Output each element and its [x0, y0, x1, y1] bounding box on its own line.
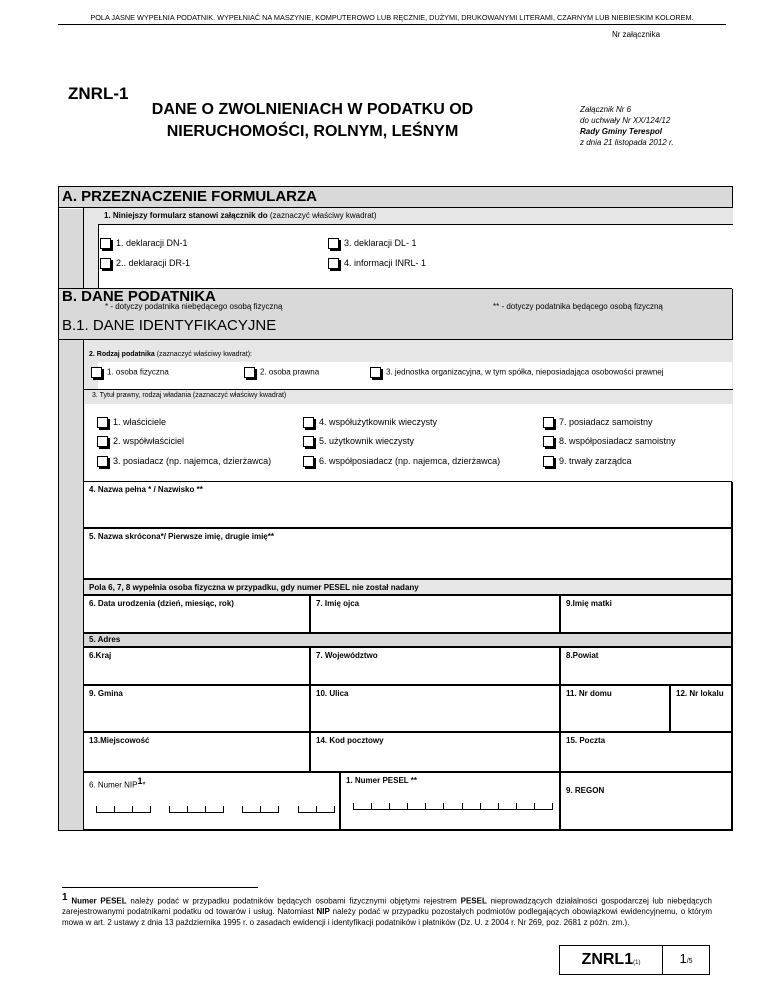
header-rule — [58, 24, 726, 25]
street-label: 10. Ulica — [316, 689, 349, 698]
nip-digit-group-3[interactable] — [242, 806, 279, 813]
footnote — [62, 893, 712, 928]
checkbox-icon[interactable] — [100, 258, 111, 269]
option-dr1[interactable] — [100, 258, 190, 269]
title-holder[interactable] — [97, 456, 271, 467]
form-title-line2: NIERUCHOMOŚCI, ROLNYM, LEŚNYM — [166, 123, 459, 140]
q2-label: 2. Rodzaj podatnika — [89, 351, 155, 358]
street-field[interactable] — [310, 685, 560, 732]
city-field[interactable] — [83, 732, 310, 772]
short-name-field[interactable] — [83, 528, 732, 579]
checkbox-icon[interactable] — [244, 367, 255, 378]
birth-date-field[interactable] — [83, 595, 310, 633]
regon-label: 9. REGON — [566, 786, 605, 795]
footer-code: ZNRL1 — [581, 951, 634, 968]
commune-label: 9. Gmina — [89, 689, 123, 698]
pesel-note-text: Pola 6, 7, 8 wypełnia osoba fizyczna w przypadku, gdy numer PESEL nie został nadany — [89, 583, 419, 592]
annex-info — [580, 104, 674, 148]
note-non-natural: * - dotyczy podatnika niebędącego osobą fizyczną — [105, 302, 283, 311]
nip-field[interactable] — [83, 772, 340, 830]
q2-hint: (zaznaczyć właściwy kwadrat): — [156, 351, 252, 358]
taxpayer-type-unit[interactable] — [370, 367, 664, 378]
footer-code-sub: (1) — [633, 960, 641, 966]
checkbox-icon[interactable] — [97, 436, 108, 447]
title-administrator[interactable] — [543, 456, 632, 467]
checkbox-icon[interactable] — [303, 417, 314, 428]
checkbox-icon[interactable] — [303, 456, 314, 467]
checkbox-icon[interactable] — [328, 258, 339, 269]
voivodeship-label: 7. Województwo — [316, 651, 378, 660]
instruction-text: POLA JASNE WYPEŁNIA PODATNIK. WYPEŁNIAĆ NA MASZYNIE, KOMPUTEROWO LUB RĘCZNIE, DUŻYMI, DRUKOWANYMI LITERAMI, CZARNYM LUB NIEBIESKIM KOLOREM. — [90, 13, 694, 22]
country-label: 6.Kraj — [89, 651, 112, 660]
post-office-label: 15. Poczta — [566, 736, 606, 745]
option-label: 1. deklaracji DN-1 — [116, 238, 188, 248]
footnote-text3: należy podać w przypadku pozostałych podmiotów podlegających obowiązkowi ewidencyjnemu, o którym mowa w art. 2 ustawy z dnia 13 października 1995 r. o zasadach ewidencji i identyfikacji podatników i płatników (Dz. U. z 2004 r. Nr 269, poz. 2681 z późn. zm.). — [62, 907, 713, 927]
nip-label: 6. Numer NIP — [89, 780, 138, 790]
section-b1-title: B.1. DANE IDENTYFIKACYJNE — [62, 317, 277, 334]
checkbox-icon[interactable] — [303, 436, 314, 447]
footnote-bold2: PESEL — [460, 896, 487, 906]
section-a-title: A. PRZEZNACZENIE FORMULARZA — [62, 188, 317, 205]
father-name-field[interactable] — [310, 595, 560, 633]
apartment-number-label: 12. Nr lokalu — [676, 689, 724, 698]
option-label: 1. osoba fizyczna — [107, 367, 169, 377]
address-header — [83, 633, 732, 647]
option-dl1[interactable] — [328, 238, 417, 249]
option-inrl1[interactable] — [328, 258, 426, 269]
voivodeship-field[interactable] — [310, 647, 560, 685]
mother-name-label: 9.Imię matki — [566, 599, 612, 608]
checkbox-icon[interactable] — [543, 436, 554, 447]
footer-page-box — [663, 945, 710, 975]
option-label: 7. posiadacz samoistny — [559, 417, 653, 427]
q1-hint: (zaznaczyć właściwy kwadrat) — [269, 211, 377, 220]
annex-line1: Załącznik Nr 6 — [580, 105, 632, 114]
pesel-label: 1. Numer PESEL ** — [346, 776, 417, 785]
country-field[interactable] — [83, 647, 310, 685]
field3-label: 3. Tytuł prawny, rodzaj władania (zaznaczyć właściwy kwadrat) — [92, 392, 287, 399]
house-number-label: 11. Nr domu — [566, 689, 612, 698]
apartment-number-field[interactable] — [670, 685, 732, 732]
footnote-text2: nieprowadzących działalności gospodarczej lub niebędących zarejestrowanymi podatnikami podatku od towarów i usług. Natomiast — [62, 896, 712, 917]
checkbox-icon[interactable] — [100, 238, 111, 249]
annex-line3: Rady Gminy Terespol — [580, 127, 662, 136]
page-number: 1 — [679, 951, 687, 966]
taxpayer-type-legal[interactable] — [244, 367, 319, 378]
pesel-digits[interactable] — [353, 803, 553, 810]
field2-label — [89, 351, 252, 358]
nip-digit-group-2[interactable] — [169, 806, 224, 813]
footer-code-box — [559, 945, 663, 975]
footnote-rule — [62, 887, 258, 888]
pesel-field[interactable] — [340, 772, 560, 830]
option-label: 1. właściciele — [113, 417, 167, 427]
title-perpetual[interactable] — [303, 436, 414, 447]
option-label: 3. deklaracji DL- 1 — [344, 238, 417, 248]
district-field[interactable] — [560, 647, 732, 685]
postcode-label: 14. Kod pocztowy — [316, 736, 384, 745]
title-co-owner[interactable] — [97, 436, 184, 447]
birth-date-label: 6. Data urodzenia (dzień, miesiąc, rok) — [89, 599, 234, 608]
full-name-field[interactable] — [83, 481, 732, 528]
nip-digit-group-1[interactable] — [96, 806, 151, 813]
form-title-line1: DANE O ZWOLNIENIACH W PODATKU OD — [151, 101, 474, 118]
option-label: 5. użytkownik wieczysty — [319, 436, 415, 446]
option-label: 4. informacji INRL- 1 — [344, 258, 427, 268]
option-label: 2. osoba prawna — [260, 367, 320, 377]
nip-footnote-marker: 1 — [137, 776, 143, 786]
title-independent[interactable] — [543, 417, 653, 428]
annex-line4: z dnia 21 listopada 2012 r. — [580, 138, 674, 147]
nip-star: * — [142, 780, 146, 790]
attachment-number-label: Nr załącznika — [612, 30, 661, 39]
title-owner[interactable] — [97, 417, 166, 428]
option-label: 3. posiadacz (np. najemca, dzierżawca) — [113, 456, 272, 466]
option-dn1[interactable] — [100, 238, 188, 249]
taxpayer-type-natural[interactable] — [91, 367, 169, 378]
regon-field[interactable] — [560, 772, 732, 830]
q1-label: 1. Niniejszy formularz stanowi załącznik do — [104, 211, 268, 220]
checkbox-icon[interactable] — [543, 417, 554, 428]
page-total: /5 — [686, 958, 693, 965]
short-name-label: 5. Nazwa skrócona*/ Pierwsze imię, drugie imię** — [89, 532, 274, 541]
pesel-note — [83, 579, 732, 595]
footnote-marker: 1 — [62, 892, 68, 903]
option-label: 4. współużytkownik wieczysty — [319, 417, 438, 427]
option-label: 2. współwłaściciel — [113, 436, 185, 446]
full-name-label: 4. Nazwa pełna * / Nazwisko ** — [89, 485, 203, 494]
section-b-title: B. DANE PODATNIKA — [62, 288, 216, 305]
section-a-q1-inner — [98, 224, 733, 289]
option-label: 2.. deklaracji DR-1 — [116, 258, 191, 268]
footnote-bold3: NIP — [316, 907, 330, 917]
father-name-label: 7. Imię ojca — [316, 599, 360, 608]
post-office-field[interactable] — [560, 732, 732, 772]
title-co-independent[interactable] — [543, 436, 676, 447]
section-a-q1-label — [104, 211, 377, 220]
checkbox-icon[interactable] — [370, 367, 381, 378]
house-number-field[interactable] — [560, 685, 670, 732]
district-label: 8.Powiat — [566, 651, 599, 660]
checkbox-icon[interactable] — [328, 238, 339, 249]
footnote-text1: należy podać w przypadku podatników będących osobami fizycznymi objętymi rejestrem — [126, 896, 461, 906]
option-label: 3. jednostka organizacyjna, w tym spółka, nieposiadająca osobowości prawnej — [386, 367, 664, 377]
option-label: 9. trwały zarządca — [559, 456, 632, 466]
postcode-field[interactable] — [310, 732, 560, 772]
title-co-perpetual[interactable] — [303, 417, 437, 428]
nip-digit-group-4[interactable] — [298, 806, 335, 813]
checkbox-icon[interactable] — [97, 417, 108, 428]
form-code: ZNRL-1 — [68, 84, 129, 103]
footnote-bold1: Numer PESEL — [71, 896, 127, 906]
checkbox-icon[interactable] — [97, 456, 108, 467]
checkbox-icon[interactable] — [91, 367, 102, 378]
mother-name-field[interactable] — [560, 595, 732, 633]
title-co-holder[interactable] — [303, 456, 500, 467]
option-label: 6. współposiadacz (np. najemca, dzierżawca) — [319, 456, 501, 466]
commune-field[interactable] — [83, 685, 310, 732]
note-natural: ** - dotyczy podatnika będącego osobą fizyczną — [493, 302, 663, 311]
checkbox-icon[interactable] — [543, 456, 554, 467]
annex-line2: do uchwały Nr XX/124/12 — [580, 116, 671, 125]
city-label: 13.Miejscowość — [89, 736, 150, 745]
option-label: 8. współposiadacz samoistny — [559, 436, 676, 446]
address-label: 5. Adres — [89, 635, 121, 644]
